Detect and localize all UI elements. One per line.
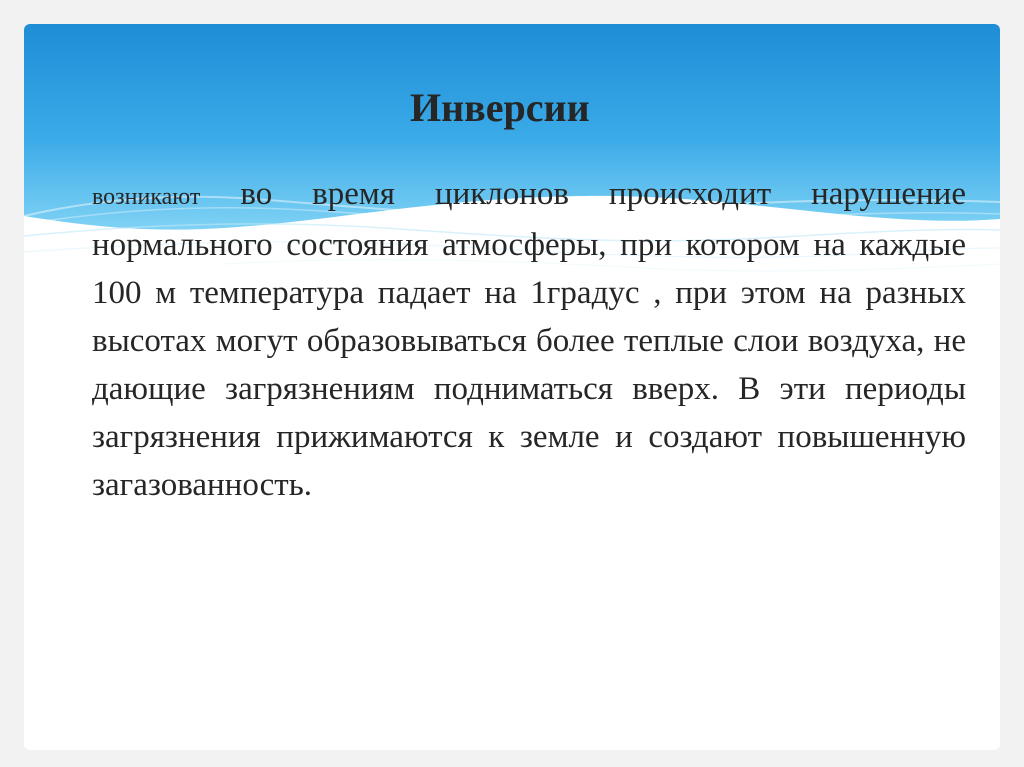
lead-word: возникают [92,184,201,210]
slide [24,24,1000,750]
slide-body-text [92,170,966,509]
slide-title: Инверсии [410,85,590,130]
body-text-rest: во время циклонов происходит нарушение нормального состояния атмосферы, при котором на каждые 100 м температура падает на 1градус , при этом на разных высотах могут образовываться более теплые слои воздуха, не дающие загрязнениям подниматься вверх. В эти периоды загрязнения прижимаются к земле и создают повышенную загазованность. [92,176,966,503]
